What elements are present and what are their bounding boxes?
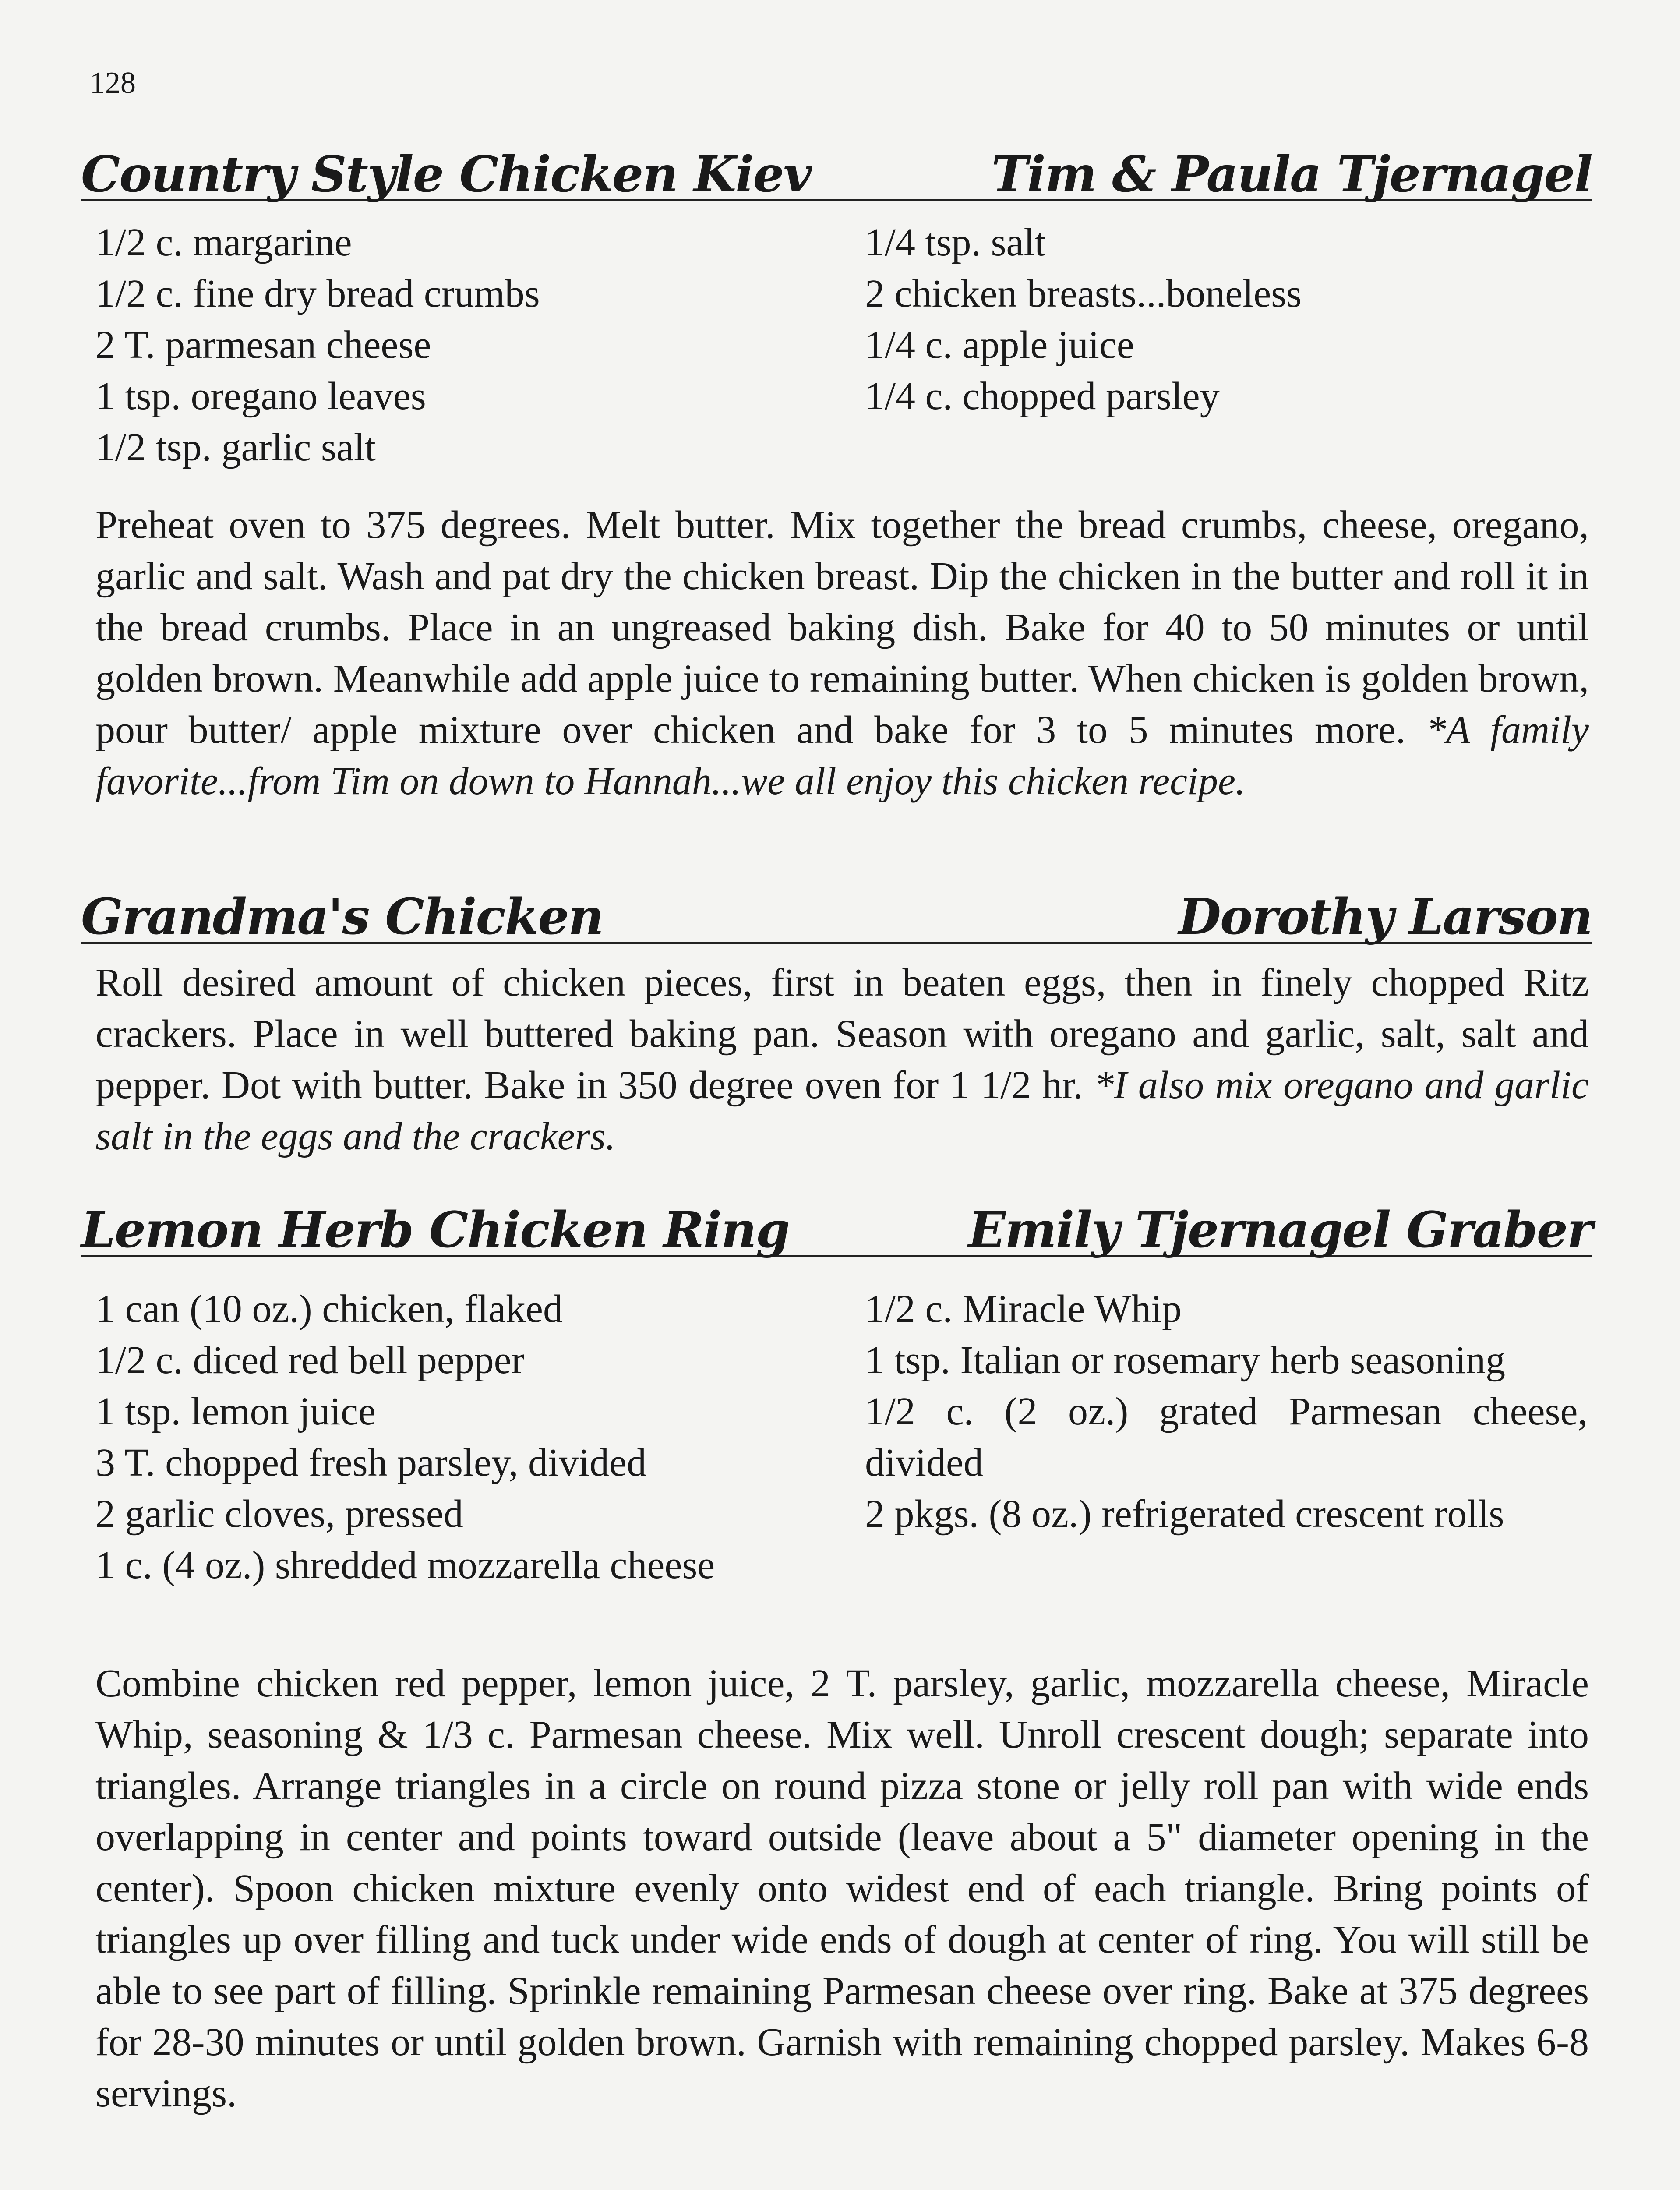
ingredient: 1 can (10 oz.) chicken, flaked bbox=[95, 1287, 563, 1331]
ingredient: divided bbox=[865, 1441, 983, 1484]
ingredient: 2 pkgs. (8 oz.) refrigerated crescent rolls bbox=[865, 1492, 1504, 1536]
recipe-title: Lemon Herb Chicken Ring bbox=[81, 1201, 789, 1259]
recipe-author: Dorothy Larson bbox=[1178, 888, 1592, 946]
ingredient: 2 garlic cloves, pressed bbox=[95, 1492, 463, 1536]
ingredient: 1/2 c. margarine bbox=[95, 221, 352, 264]
ingredient-list-left bbox=[95, 217, 840, 473]
recipe-directions bbox=[95, 499, 1589, 807]
recipe-directions bbox=[95, 957, 1589, 1162]
ingredient: 1/4 c. chopped parsley bbox=[865, 374, 1220, 418]
directions-text: Combine chicken red pepper, lemon juice, 2 T. parsley, garlic, mozzarella cheese, Miracle Whip, seasoning & 1/3 c. Parmesan cheese. Mix well. Unroll crescent dough; separate into triangles. Arrange triangles in a circle on round pizza stone or jelly roll pan with wide ends overlapping in center and points toward outside (leave about a 5" diameter opening in the center). Spoon chicken mixture evenly onto widest end of each triangle. Bring points of triangles up over filling and tuck under wide ends of dough at center of ring. You will still be able to see part of filling. Sprinkle remaining Parmesan cheese over ring. Bake at 375 degrees for 28-30 minutes or until golden brown. Garnish with remaining chopped parsley. Makes 6-8 servings. bbox=[95, 1662, 1589, 2115]
recipe-header-grandmas-chicken bbox=[81, 876, 1592, 944]
ingredient: 1 tsp. oregano leaves bbox=[95, 374, 426, 418]
ingredient-list-left bbox=[95, 1283, 840, 1591]
ingredient: 1/2 c. (2 oz.) grated Parmesan cheese, bbox=[865, 1390, 1588, 1433]
ingredient: 1/2 c. fine dry bread crumbs bbox=[95, 272, 540, 315]
recipe-note: *I also mix oregano and garlic salt in the eggs and the crackers. bbox=[95, 1063, 1589, 1158]
ingredient-list-right bbox=[865, 217, 1588, 422]
ingredient: 2 chicken breasts...boneless bbox=[865, 272, 1302, 315]
recipe-author: Tim & Paula Tjernagel bbox=[991, 146, 1592, 203]
ingredient: 1 tsp. lemon juice bbox=[95, 1390, 376, 1433]
ingredient: 1 tsp. Italian or rosemary herb seasoning bbox=[865, 1339, 1506, 1382]
page-number: 128 bbox=[90, 66, 136, 100]
directions-text: Preheat oven to 375 degrees. Melt butter. Mix together the bread crumbs, cheese, oregano, garlic and salt. Wash and pat dry the chicken breast. Dip the chicken in the butter and roll it in the bread crumbs. Place in an ungreased baking dish. Bake for 40 to 50 minutes or until golden brown. Meanwhile add apple juice to remaining butter. When chicken is golden brown, pour butter/ apple mixture over chicken and bake for 3 to 5 minutes more. bbox=[95, 503, 1589, 752]
ingredient: 1/2 tsp. garlic salt bbox=[95, 426, 376, 469]
ingredient: 1/4 tsp. salt bbox=[865, 221, 1046, 264]
directions-text: Roll desired amount of chicken pieces, first in beaten eggs, then in finely chopped Ritz crackers. Place in well buttered baking pan. Season with oregano and garlic, salt, salt and pepper. Dot with butter. Bake in 350 degree oven for 1 1/2 hr. bbox=[95, 961, 1589, 1107]
recipe-title: Country Style Chicken Kiev bbox=[81, 146, 811, 203]
recipe-header-lemon-herb-chicken-ring bbox=[81, 1187, 1592, 1257]
recipe-directions bbox=[95, 1658, 1589, 2119]
ingredient-list-right bbox=[865, 1283, 1588, 1540]
ingredient: 1/4 c. apple juice bbox=[865, 323, 1134, 367]
recipe-title: Grandma's Chicken bbox=[81, 888, 603, 946]
ingredient: 1/2 c. diced red bell pepper bbox=[95, 1339, 525, 1382]
recipe-author: Emily Tjernagel Graber bbox=[968, 1201, 1592, 1259]
ingredient: 1/2 c. Miracle Whip bbox=[865, 1287, 1182, 1331]
recipe-header-chicken-kiev bbox=[81, 134, 1592, 201]
ingredient: 2 T. parmesan cheese bbox=[95, 323, 431, 367]
recipe-note: *A family favorite...from Tim on down to Hannah...we all enjoy this chicken recipe. bbox=[95, 708, 1589, 803]
ingredient: 1 c. (4 oz.) shredded mozzarella cheese bbox=[95, 1544, 715, 1587]
ingredient: 3 T. chopped fresh parsley, divided bbox=[95, 1441, 646, 1484]
